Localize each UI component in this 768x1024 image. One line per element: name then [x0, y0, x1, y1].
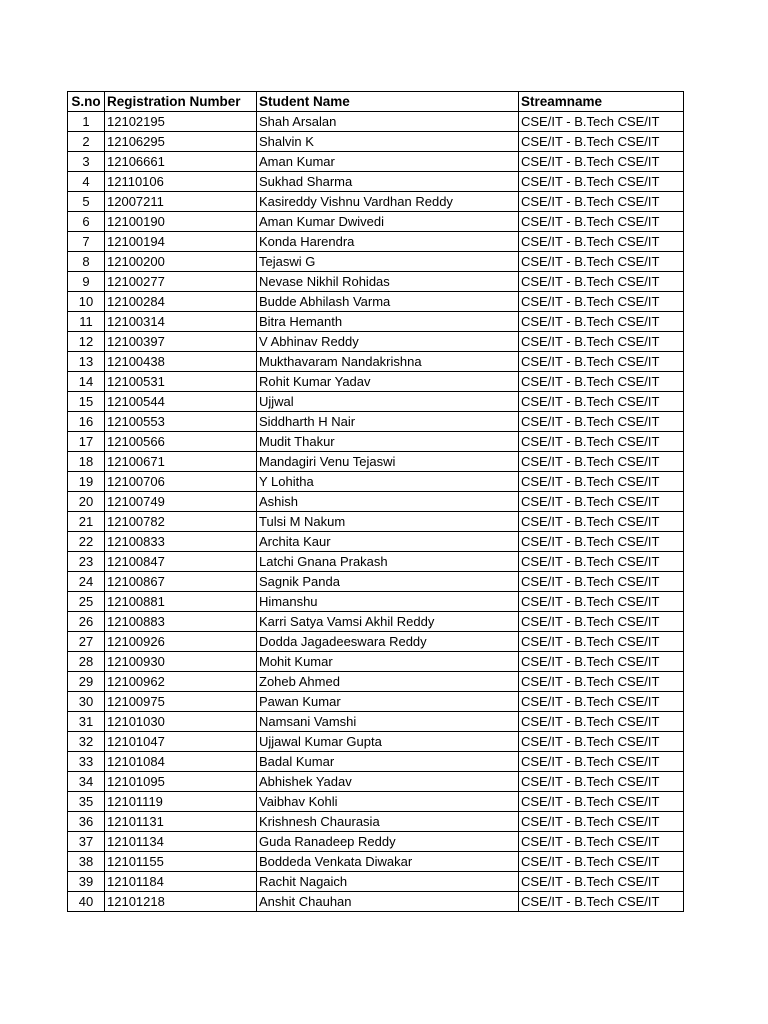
cell-streamname: CSE/IT - B.Tech CSE/IT — [519, 112, 684, 132]
cell-streamname: CSE/IT - B.Tech CSE/IT — [519, 512, 684, 532]
cell-sno: 25 — [68, 592, 105, 612]
table-row — [68, 172, 684, 192]
table-row — [68, 252, 684, 272]
cell-student-name: Mandagiri Venu Tejaswi — [257, 452, 519, 472]
cell-student-name: Sukhad Sharma — [257, 172, 519, 192]
cell-sno: 14 — [68, 372, 105, 392]
cell-sno: 40 — [68, 892, 105, 912]
cell-registration-number: 12101095 — [105, 772, 257, 792]
cell-student-name: Guda Ranadeep Reddy — [257, 832, 519, 852]
table-row — [68, 132, 684, 152]
table-row — [68, 212, 684, 232]
cell-registration-number: 12100749 — [105, 492, 257, 512]
cell-student-name: Latchi Gnana Prakash — [257, 552, 519, 572]
cell-student-name: Ujjawal Kumar Gupta — [257, 732, 519, 752]
cell-student-name: Himanshu — [257, 592, 519, 612]
cell-registration-number: 12100926 — [105, 632, 257, 652]
cell-registration-number: 12100930 — [105, 652, 257, 672]
table-row — [68, 672, 684, 692]
cell-streamname: CSE/IT - B.Tech CSE/IT — [519, 832, 684, 852]
cell-registration-number: 12101084 — [105, 752, 257, 772]
cell-streamname: CSE/IT - B.Tech CSE/IT — [519, 452, 684, 472]
table-row — [68, 472, 684, 492]
cell-student-name: Archita Kaur — [257, 532, 519, 552]
header-student-name: Student Name — [257, 92, 519, 112]
cell-streamname: CSE/IT - B.Tech CSE/IT — [519, 312, 684, 332]
student-list-table — [67, 91, 684, 912]
table-row — [68, 412, 684, 432]
cell-registration-number: 12101184 — [105, 872, 257, 892]
cell-registration-number: 12101131 — [105, 812, 257, 832]
cell-streamname: CSE/IT - B.Tech CSE/IT — [519, 492, 684, 512]
cell-streamname: CSE/IT - B.Tech CSE/IT — [519, 532, 684, 552]
header-row — [68, 92, 684, 112]
cell-registration-number: 12007211 — [105, 192, 257, 212]
cell-student-name: Nevase Nikhil Rohidas — [257, 272, 519, 292]
cell-registration-number: 12100706 — [105, 472, 257, 492]
cell-sno: 29 — [68, 672, 105, 692]
cell-student-name: Mukthavaram Nandakrishna — [257, 352, 519, 372]
cell-sno: 19 — [68, 472, 105, 492]
table-row — [68, 812, 684, 832]
cell-student-name: Konda Harendra — [257, 232, 519, 252]
cell-registration-number: 12100277 — [105, 272, 257, 292]
table-row — [68, 552, 684, 572]
cell-student-name: Boddeda Venkata Diwakar — [257, 852, 519, 872]
cell-student-name: Bitra Hemanth — [257, 312, 519, 332]
cell-student-name: Namsani Vamshi — [257, 712, 519, 732]
cell-sno: 21 — [68, 512, 105, 532]
cell-sno: 32 — [68, 732, 105, 752]
cell-sno: 6 — [68, 212, 105, 232]
table-row — [68, 772, 684, 792]
cell-registration-number: 12100194 — [105, 232, 257, 252]
table-row — [68, 332, 684, 352]
table-row — [68, 612, 684, 632]
cell-student-name: Vaibhav Kohli — [257, 792, 519, 812]
cell-sno: 2 — [68, 132, 105, 152]
cell-sno: 39 — [68, 872, 105, 892]
cell-sno: 16 — [68, 412, 105, 432]
cell-sno: 22 — [68, 532, 105, 552]
cell-student-name: Mudit Thakur — [257, 432, 519, 452]
cell-student-name: V Abhinav Reddy — [257, 332, 519, 352]
cell-sno: 36 — [68, 812, 105, 832]
table-row — [68, 492, 684, 512]
cell-streamname: CSE/IT - B.Tech CSE/IT — [519, 632, 684, 652]
cell-registration-number: 12101155 — [105, 852, 257, 872]
cell-streamname: CSE/IT - B.Tech CSE/IT — [519, 412, 684, 432]
table-row — [68, 452, 684, 472]
table-body — [68, 112, 684, 912]
cell-streamname: CSE/IT - B.Tech CSE/IT — [519, 592, 684, 612]
cell-sno: 24 — [68, 572, 105, 592]
table-row — [68, 592, 684, 612]
cell-streamname: CSE/IT - B.Tech CSE/IT — [519, 132, 684, 152]
cell-sno: 27 — [68, 632, 105, 652]
cell-streamname: CSE/IT - B.Tech CSE/IT — [519, 712, 684, 732]
table-row — [68, 512, 684, 532]
cell-registration-number: 12101119 — [105, 792, 257, 812]
cell-streamname: CSE/IT - B.Tech CSE/IT — [519, 352, 684, 372]
cell-registration-number: 12110106 — [105, 172, 257, 192]
cell-sno: 31 — [68, 712, 105, 732]
table-row — [68, 272, 684, 292]
cell-registration-number: 12100962 — [105, 672, 257, 692]
table-row — [68, 732, 684, 752]
cell-student-name: Sagnik Panda — [257, 572, 519, 592]
table-row — [68, 792, 684, 812]
cell-registration-number: 12106661 — [105, 152, 257, 172]
cell-registration-number: 12100314 — [105, 312, 257, 332]
cell-streamname: CSE/IT - B.Tech CSE/IT — [519, 892, 684, 912]
table-row — [68, 832, 684, 852]
cell-registration-number: 12100975 — [105, 692, 257, 712]
cell-student-name: Siddharth H Nair — [257, 412, 519, 432]
table-row — [68, 312, 684, 332]
cell-student-name: Shah Arsalan — [257, 112, 519, 132]
cell-registration-number: 12101030 — [105, 712, 257, 732]
cell-streamname: CSE/IT - B.Tech CSE/IT — [519, 872, 684, 892]
table-row — [68, 892, 684, 912]
cell-sno: 9 — [68, 272, 105, 292]
table-row — [68, 392, 684, 412]
cell-student-name: Shalvin K — [257, 132, 519, 152]
cell-sno: 7 — [68, 232, 105, 252]
cell-student-name: Zoheb Ahmed — [257, 672, 519, 692]
cell-registration-number: 12101047 — [105, 732, 257, 752]
cell-streamname: CSE/IT - B.Tech CSE/IT — [519, 572, 684, 592]
table-row — [68, 372, 684, 392]
cell-sno: 1 — [68, 112, 105, 132]
cell-student-name: Y Lohitha — [257, 472, 519, 492]
cell-sno: 4 — [68, 172, 105, 192]
table-row — [68, 152, 684, 172]
cell-streamname: CSE/IT - B.Tech CSE/IT — [519, 812, 684, 832]
cell-student-name: Abhishek Yadav — [257, 772, 519, 792]
cell-student-name: Kasireddy Vishnu Vardhan Reddy — [257, 192, 519, 212]
cell-streamname: CSE/IT - B.Tech CSE/IT — [519, 192, 684, 212]
cell-sno: 11 — [68, 312, 105, 332]
cell-sno: 38 — [68, 852, 105, 872]
cell-sno: 12 — [68, 332, 105, 352]
cell-registration-number: 12100782 — [105, 512, 257, 532]
table-row — [68, 852, 684, 872]
cell-registration-number: 12100671 — [105, 452, 257, 472]
cell-streamname: CSE/IT - B.Tech CSE/IT — [519, 672, 684, 692]
cell-student-name: Karri Satya Vamsi Akhil Reddy — [257, 612, 519, 632]
cell-sno: 20 — [68, 492, 105, 512]
cell-registration-number: 12100531 — [105, 372, 257, 392]
cell-student-name: Dodda Jagadeeswara Reddy — [257, 632, 519, 652]
cell-sno: 35 — [68, 792, 105, 812]
cell-streamname: CSE/IT - B.Tech CSE/IT — [519, 692, 684, 712]
cell-sno: 26 — [68, 612, 105, 632]
cell-sno: 34 — [68, 772, 105, 792]
cell-registration-number: 12102195 — [105, 112, 257, 132]
header-streamname: Streamname — [519, 92, 684, 112]
cell-student-name: Anshit Chauhan — [257, 892, 519, 912]
cell-student-name: Krishnesh Chaurasia — [257, 812, 519, 832]
cell-streamname: CSE/IT - B.Tech CSE/IT — [519, 752, 684, 772]
cell-student-name: Tulsi M Nakum — [257, 512, 519, 532]
cell-registration-number: 12106295 — [105, 132, 257, 152]
cell-registration-number: 12100397 — [105, 332, 257, 352]
cell-sno: 30 — [68, 692, 105, 712]
cell-streamname: CSE/IT - B.Tech CSE/IT — [519, 152, 684, 172]
cell-student-name: Tejaswi G — [257, 252, 519, 272]
cell-sno: 15 — [68, 392, 105, 412]
cell-sno: 37 — [68, 832, 105, 852]
cell-streamname: CSE/IT - B.Tech CSE/IT — [519, 472, 684, 492]
cell-sno: 13 — [68, 352, 105, 372]
cell-streamname: CSE/IT - B.Tech CSE/IT — [519, 852, 684, 872]
cell-streamname: CSE/IT - B.Tech CSE/IT — [519, 552, 684, 572]
table-row — [68, 572, 684, 592]
table-row — [68, 752, 684, 772]
table-row — [68, 192, 684, 212]
cell-streamname: CSE/IT - B.Tech CSE/IT — [519, 432, 684, 452]
cell-registration-number: 12100284 — [105, 292, 257, 312]
table-row — [68, 112, 684, 132]
header-registration-number: Registration Number — [105, 92, 257, 112]
cell-sno: 8 — [68, 252, 105, 272]
cell-streamname: CSE/IT - B.Tech CSE/IT — [519, 652, 684, 672]
cell-sno: 33 — [68, 752, 105, 772]
cell-sno: 10 — [68, 292, 105, 312]
cell-registration-number: 12100881 — [105, 592, 257, 612]
cell-student-name: Aman Kumar Dwivedi — [257, 212, 519, 232]
cell-sno: 3 — [68, 152, 105, 172]
cell-registration-number: 12100438 — [105, 352, 257, 372]
table-row — [68, 232, 684, 252]
cell-registration-number: 12100566 — [105, 432, 257, 452]
cell-registration-number: 12100883 — [105, 612, 257, 632]
table-row — [68, 872, 684, 892]
table-row — [68, 712, 684, 732]
cell-streamname: CSE/IT - B.Tech CSE/IT — [519, 232, 684, 252]
cell-streamname: CSE/IT - B.Tech CSE/IT — [519, 372, 684, 392]
cell-student-name: Ujjwal — [257, 392, 519, 412]
table-row — [68, 532, 684, 552]
cell-streamname: CSE/IT - B.Tech CSE/IT — [519, 392, 684, 412]
cell-student-name: Rohit Kumar Yadav — [257, 372, 519, 392]
cell-student-name: Budde Abhilash Varma — [257, 292, 519, 312]
cell-streamname: CSE/IT - B.Tech CSE/IT — [519, 272, 684, 292]
cell-student-name: Mohit Kumar — [257, 652, 519, 672]
cell-streamname: CSE/IT - B.Tech CSE/IT — [519, 332, 684, 352]
cell-sno: 23 — [68, 552, 105, 572]
table-row — [68, 352, 684, 372]
cell-registration-number: 12100847 — [105, 552, 257, 572]
cell-streamname: CSE/IT - B.Tech CSE/IT — [519, 172, 684, 192]
cell-sno: 18 — [68, 452, 105, 472]
cell-sno: 28 — [68, 652, 105, 672]
header-sno: S.no — [68, 92, 105, 112]
cell-registration-number: 12100553 — [105, 412, 257, 432]
cell-registration-number: 12100833 — [105, 532, 257, 552]
cell-streamname: CSE/IT - B.Tech CSE/IT — [519, 792, 684, 812]
cell-registration-number: 12100200 — [105, 252, 257, 272]
cell-streamname: CSE/IT - B.Tech CSE/IT — [519, 732, 684, 752]
cell-streamname: CSE/IT - B.Tech CSE/IT — [519, 772, 684, 792]
cell-sno: 17 — [68, 432, 105, 452]
cell-registration-number: 12101134 — [105, 832, 257, 852]
cell-streamname: CSE/IT - B.Tech CSE/IT — [519, 612, 684, 632]
cell-registration-number: 12100867 — [105, 572, 257, 592]
cell-registration-number: 12100544 — [105, 392, 257, 412]
cell-registration-number: 12100190 — [105, 212, 257, 232]
table-row — [68, 292, 684, 312]
cell-registration-number: 12101218 — [105, 892, 257, 912]
cell-streamname: CSE/IT - B.Tech CSE/IT — [519, 252, 684, 272]
cell-streamname: CSE/IT - B.Tech CSE/IT — [519, 292, 684, 312]
cell-student-name: Rachit Nagaich — [257, 872, 519, 892]
table-row — [68, 692, 684, 712]
cell-streamname: CSE/IT - B.Tech CSE/IT — [519, 212, 684, 232]
table-row — [68, 632, 684, 652]
cell-student-name: Ashish — [257, 492, 519, 512]
cell-student-name: Aman Kumar — [257, 152, 519, 172]
cell-student-name: Pawan Kumar — [257, 692, 519, 712]
cell-student-name: Badal Kumar — [257, 752, 519, 772]
cell-sno: 5 — [68, 192, 105, 212]
table-row — [68, 652, 684, 672]
table-row — [68, 432, 684, 452]
